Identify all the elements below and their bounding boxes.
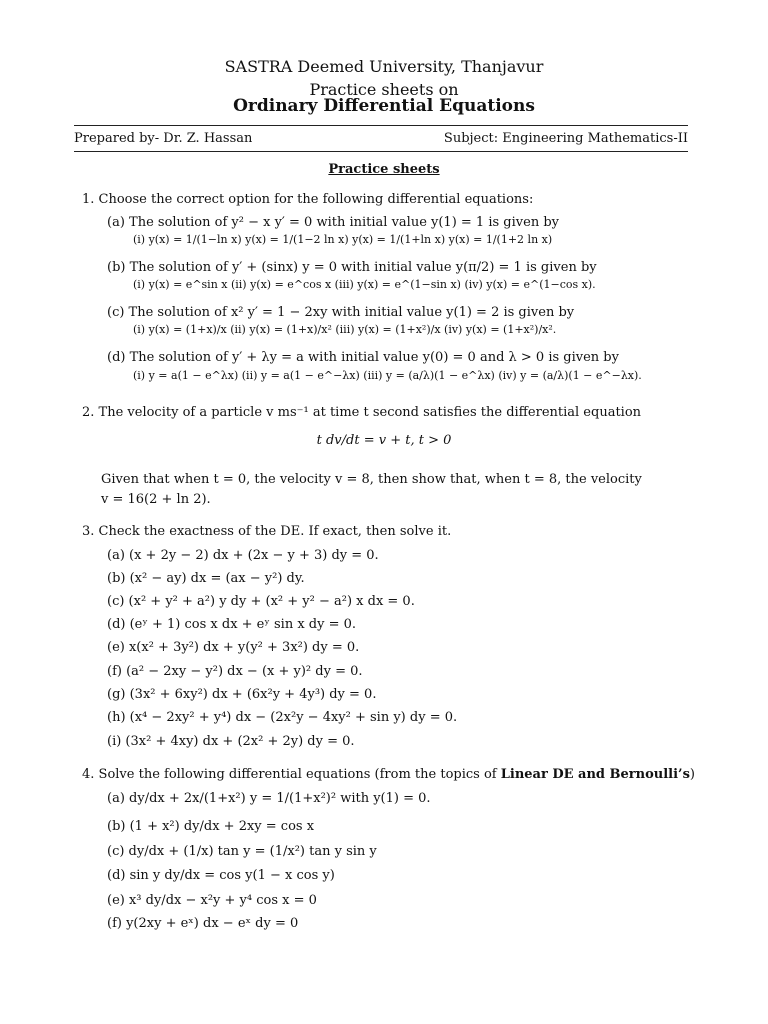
question-3-item: (h) (x⁴ − 2xy² + y⁴) dx − (2x²y − 4xy² + sin y) dy = 0. bbox=[107, 710, 458, 725]
question-4-stem-prefix: 4. Solve the following differential equations (from the topics of bbox=[82, 767, 501, 782]
question-3-item: (f) (a² − 2xy − y²) dx − (x + y)² dy = 0. bbox=[107, 664, 363, 679]
question-4-item: (e) x³ dy/dx − x²y + y⁴ cos x = 0 bbox=[107, 893, 317, 908]
question-3-item: (e) x(x² + 3y²) dx + y(y² + 3x²) dy = 0. bbox=[107, 640, 360, 655]
prepared-by: Prepared by- Dr. Z. Hassan bbox=[74, 131, 253, 146]
question-1d-stem: (d) The solution of y′ + λy = a with initial value y(0) = 0 and λ > 0 is given by bbox=[107, 350, 619, 365]
document-subtitle: Practice sheets on bbox=[309, 80, 459, 99]
question-4-stem-suffix: ) bbox=[689, 767, 695, 782]
question-3-item: (b) (x² − ay) dx = (ax − y²) dy. bbox=[107, 571, 305, 586]
question-4-item: (b) (1 + x²) dy/dx + 2xy = cos x bbox=[107, 819, 315, 834]
question-4-item: (c) dy/dx + (1/x) tan y = (1/x²) tan y sin y bbox=[107, 844, 377, 859]
document-title: Ordinary Differential Equations bbox=[233, 96, 535, 116]
question-4-item: (a) dy/dx + 2x/(1+x²) y = 1/(1+x²)² with y(1) = 0. bbox=[107, 791, 431, 806]
question-3-item: (c) (x² + y² + a²) y dy + (x² + y² − a²) x dx = 0. bbox=[107, 594, 415, 609]
question-1d-options: (i) y = a(1 − e^λx) (ii) y = a(1 − e^−λx) (iii) y = (a/λ)(1 − e^λx) (iv) y = (a/λ)(1 − e^−λx). bbox=[133, 369, 642, 382]
question-1c-stem: (c) The solution of x² y′ = 1 − 2xy with initial value y(1) = 2 is given by bbox=[107, 305, 575, 320]
question-3-item: (a) (x + 2y − 2) dx + (2x − y + 3) dy = 0. bbox=[107, 548, 379, 563]
question-4-item: (f) y(2xy + eˣ) dx − eˣ dy = 0 bbox=[107, 916, 299, 931]
question-1a-stem: (a) The solution of y² − x y′ = 0 with initial value y(1) = 1 is given by bbox=[107, 215, 559, 230]
university-name: SASTRA Deemed University, Thanjavur bbox=[224, 57, 544, 76]
question-3-item: (g) (3x² + 6xy²) dx + (6x²y + 4y³) dy = 0. bbox=[107, 687, 377, 702]
question-3-item: (i) (3x² + 4xy) dx + (2x² + 2y) dy = 0. bbox=[107, 734, 355, 749]
question-3-stem: 3. Check the exactness of the DE. If exact, then solve it. bbox=[82, 524, 452, 539]
question-1b-options: (i) y(x) = e^sin x (ii) y(x) = e^cos x (iii) y(x) = e^(1−sin x) (iv) y(x) = e^(1−cos x). bbox=[133, 278, 596, 291]
question-2-line-2: v = 16(2 + ln 2). bbox=[101, 492, 211, 507]
question-4-stem-topics: Linear DE and Bernoulli’s bbox=[500, 767, 690, 782]
subject: Subject: Engineering Mathematics-II bbox=[443, 131, 688, 146]
question-1b-stem: (b) The solution of y′ + (sinx) y = 0 with initial value y(π/2) = 1 is given by bbox=[107, 260, 597, 275]
question-4-stem bbox=[82, 767, 695, 783]
question-2-line-1: Given that when t = 0, the velocity v = 8, then show that, when t = 8, the velocity bbox=[101, 472, 642, 487]
question-1-stem: 1. Choose the correct option for the following differential equations: bbox=[82, 192, 534, 207]
question-2-equation: t dv/dt = v + t, t > 0 bbox=[316, 433, 452, 448]
top-divider bbox=[74, 125, 688, 126]
question-1a-options: (i) y(x) = 1/(1−ln x) y(x) = 1/(1−2 ln x) y(x) = 1/(1+ln x) y(x) = 1/(1+2 ln x) bbox=[133, 233, 553, 246]
section-title: Practice sheets bbox=[328, 162, 440, 177]
question-2-stem: 2. The velocity of a particle v ms⁻¹ at time t second satisfies the differential equation bbox=[82, 405, 642, 420]
question-4-item: (d) sin y dy/dx = cos y(1 − x cos y) bbox=[107, 868, 335, 883]
question-1c-options: (i) y(x) = (1+x)/x (ii) y(x) = (1+x)/x² (iii) y(x) = (1+x²)/x (iv) y(x) = (1+x²)/x². bbox=[133, 323, 557, 336]
bottom-divider bbox=[74, 151, 688, 152]
question-3-item: (d) (eʸ + 1) cos x dx + eʸ sin x dy = 0. bbox=[107, 617, 357, 632]
